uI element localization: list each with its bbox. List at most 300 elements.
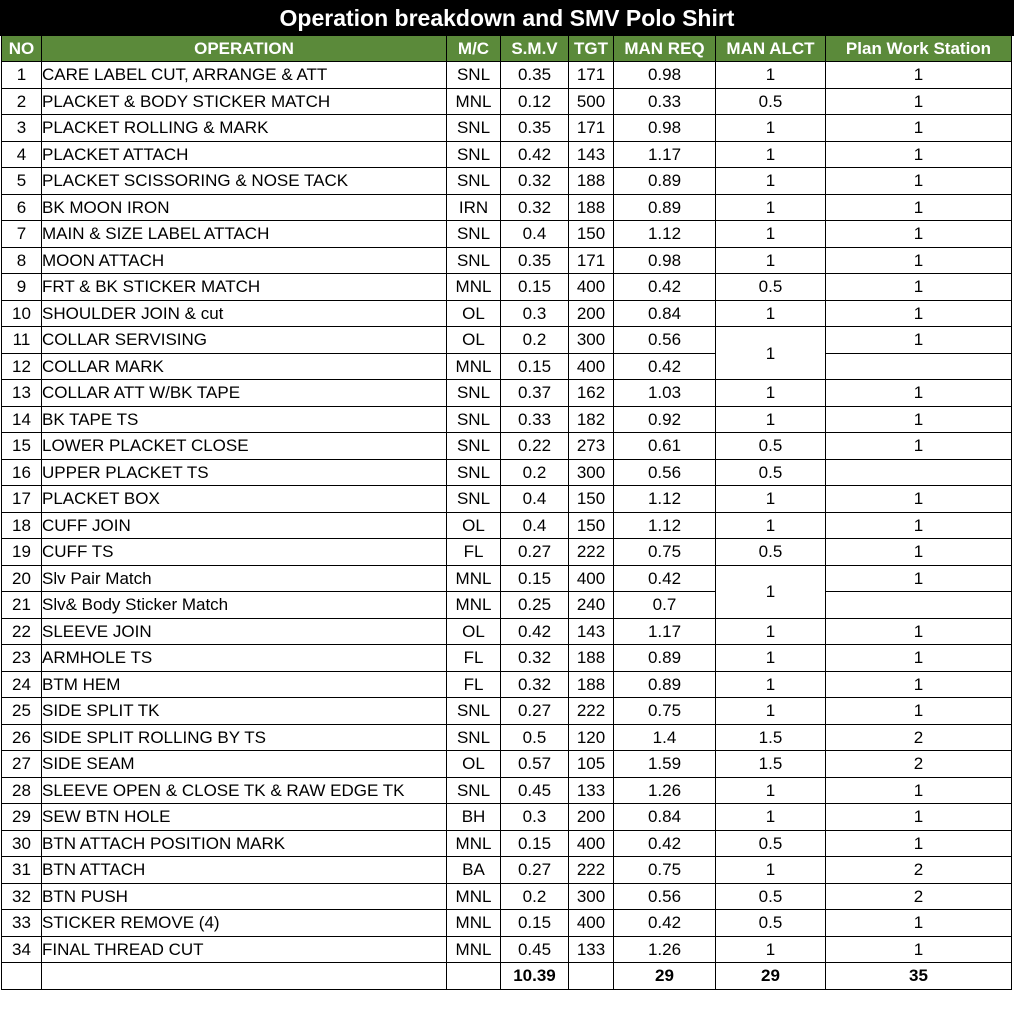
- cell-man-req[interactable]: 0.75: [614, 698, 716, 725]
- cell-tgt[interactable]: 240: [569, 592, 614, 619]
- cell-tgt[interactable]: 300: [569, 327, 614, 354]
- cell-tgt[interactable]: 150: [569, 221, 614, 248]
- cell-tgt[interactable]: 200: [569, 804, 614, 831]
- table-row: [2, 698, 1012, 725]
- cell-tgt[interactable]: 120: [569, 724, 614, 751]
- cell-man-alct[interactable]: 0.5: [716, 88, 826, 115]
- cell-operation[interactable]: PLACKET ATTACH: [42, 141, 447, 168]
- cell-man-alct[interactable]: 0.5: [716, 830, 826, 857]
- cell-tgt[interactable]: 171: [569, 62, 614, 89]
- cell-smv[interactable]: 0.3: [501, 300, 569, 327]
- cell-no[interactable]: 21: [2, 592, 42, 619]
- cell-tgt[interactable]: 133: [569, 777, 614, 804]
- cell-operation[interactable]: BK TAPE TS: [42, 406, 447, 433]
- cell-tgt[interactable]: 400: [569, 274, 614, 301]
- cell-smv[interactable]: 0.15: [501, 910, 569, 937]
- cell-plan-ws[interactable]: 1: [826, 565, 1012, 592]
- cell-smv[interactable]: 0.57: [501, 751, 569, 778]
- cell-mc[interactable]: FL: [447, 645, 501, 672]
- cell-tgt[interactable]: 143: [569, 141, 614, 168]
- totals-no[interactable]: [2, 963, 42, 990]
- total-smv[interactable]: 10.39: [501, 963, 569, 990]
- cell-plan-ws[interactable]: 1: [826, 486, 1012, 513]
- cell-no[interactable]: 33: [2, 910, 42, 937]
- cell-mc[interactable]: SNL: [447, 724, 501, 751]
- cell-tgt[interactable]: 400: [569, 565, 614, 592]
- cell-smv[interactable]: 0.4: [501, 512, 569, 539]
- cell-no[interactable]: 15: [2, 433, 42, 460]
- cell-man-req[interactable]: 0.89: [614, 168, 716, 195]
- operation-table: [1, 35, 1012, 990]
- cell-mc[interactable]: MNL: [447, 274, 501, 301]
- cell-operation[interactable]: SLEEVE JOIN: [42, 618, 447, 645]
- cell-operation[interactable]: PLACKET ROLLING & MARK: [42, 115, 447, 142]
- cell-man-alct[interactable]: 1: [716, 565, 826, 618]
- cell-plan-ws[interactable]: 1: [826, 618, 1012, 645]
- cell-mc[interactable]: SNL: [447, 459, 501, 486]
- cell-plan-ws[interactable]: 1: [826, 62, 1012, 89]
- cell-operation[interactable]: CUFF TS: [42, 539, 447, 566]
- cell-no[interactable]: 29: [2, 804, 42, 831]
- cell-smv[interactable]: 0.3: [501, 804, 569, 831]
- cell-mc[interactable]: SNL: [447, 62, 501, 89]
- cell-man-req[interactable]: 0.98: [614, 62, 716, 89]
- cell-smv[interactable]: 0.2: [501, 327, 569, 354]
- header-man-alct[interactable]: MAN ALCT: [716, 36, 826, 62]
- totals-operation[interactable]: [42, 963, 447, 990]
- cell-tgt[interactable]: 171: [569, 115, 614, 142]
- cell-plan-ws[interactable]: [826, 459, 1012, 486]
- cell-tgt[interactable]: 188: [569, 645, 614, 672]
- cell-no[interactable]: 1: [2, 62, 42, 89]
- cell-plan-ws[interactable]: 2: [826, 883, 1012, 910]
- cell-smv[interactable]: 0.4: [501, 221, 569, 248]
- cell-man-req[interactable]: 0.61: [614, 433, 716, 460]
- cell-smv[interactable]: 0.33: [501, 406, 569, 433]
- cell-operation[interactable]: FRT & BK STICKER MATCH: [42, 274, 447, 301]
- cell-mc[interactable]: SNL: [447, 115, 501, 142]
- cell-man-req[interactable]: 1.17: [614, 141, 716, 168]
- cell-no[interactable]: 18: [2, 512, 42, 539]
- header-man-req[interactable]: MAN REQ: [614, 36, 716, 62]
- cell-man-req[interactable]: 0.75: [614, 539, 716, 566]
- cell-mc[interactable]: MNL: [447, 353, 501, 380]
- cell-man-req[interactable]: 1.12: [614, 512, 716, 539]
- cell-man-alct[interactable]: 1: [716, 168, 826, 195]
- cell-smv[interactable]: 0.27: [501, 539, 569, 566]
- cell-plan-ws[interactable]: 1: [826, 512, 1012, 539]
- cell-plan-ws[interactable]: 1: [826, 804, 1012, 831]
- cell-smv[interactable]: 0.5: [501, 724, 569, 751]
- cell-tgt[interactable]: 188: [569, 194, 614, 221]
- cell-plan-ws[interactable]: [826, 353, 1012, 380]
- cell-operation[interactable]: BTN PUSH: [42, 883, 447, 910]
- cell-no[interactable]: 12: [2, 353, 42, 380]
- cell-man-req[interactable]: 1.4: [614, 724, 716, 751]
- cell-operation[interactable]: ARMHOLE TS: [42, 645, 447, 672]
- cell-smv[interactable]: 0.15: [501, 830, 569, 857]
- header-operation[interactable]: OPERATION: [42, 36, 447, 62]
- cell-no[interactable]: 14: [2, 406, 42, 433]
- cell-man-req[interactable]: 0.7: [614, 592, 716, 619]
- cell-mc[interactable]: OL: [447, 751, 501, 778]
- header-mc[interactable]: M/C: [447, 36, 501, 62]
- cell-plan-ws[interactable]: 1: [826, 910, 1012, 937]
- cell-tgt[interactable]: 150: [569, 512, 614, 539]
- cell-mc[interactable]: MNL: [447, 936, 501, 963]
- cell-operation[interactable]: SHOULDER JOIN & cut: [42, 300, 447, 327]
- cell-no[interactable]: 8: [2, 247, 42, 274]
- table-row: [2, 830, 1012, 857]
- cell-smv[interactable]: 0.27: [501, 698, 569, 725]
- cell-operation[interactable]: CARE LABEL CUT, ARRANGE & ATT: [42, 62, 447, 89]
- cell-no[interactable]: 20: [2, 565, 42, 592]
- cell-mc[interactable]: SNL: [447, 777, 501, 804]
- cell-no[interactable]: 19: [2, 539, 42, 566]
- cell-mc[interactable]: MNL: [447, 883, 501, 910]
- cell-operation[interactable]: BK MOON IRON: [42, 194, 447, 221]
- header-no[interactable]: NO: [2, 36, 42, 62]
- cell-man-req[interactable]: 0.84: [614, 804, 716, 831]
- cell-plan-ws[interactable]: 1: [826, 221, 1012, 248]
- cell-plan-ws[interactable]: 1: [826, 327, 1012, 354]
- total-plan-ws[interactable]: 35: [826, 963, 1012, 990]
- cell-no[interactable]: 4: [2, 141, 42, 168]
- cell-operation[interactable]: COLLAR MARK: [42, 353, 447, 380]
- table-row: [2, 671, 1012, 698]
- cell-mc[interactable]: SNL: [447, 698, 501, 725]
- cell-man-alct[interactable]: 0.5: [716, 910, 826, 937]
- cell-smv[interactable]: 0.42: [501, 141, 569, 168]
- cell-man-req[interactable]: 0.42: [614, 830, 716, 857]
- cell-man-alct[interactable]: 1: [716, 115, 826, 142]
- cell-operation[interactable]: SIDE SPLIT ROLLING BY TS: [42, 724, 447, 751]
- cell-man-alct[interactable]: 1: [716, 512, 826, 539]
- cell-no[interactable]: 6: [2, 194, 42, 221]
- cell-operation[interactable]: LOWER PLACKET CLOSE: [42, 433, 447, 460]
- cell-man-req[interactable]: 0.89: [614, 194, 716, 221]
- cell-mc[interactable]: BH: [447, 804, 501, 831]
- cell-no[interactable]: 25: [2, 698, 42, 725]
- cell-smv[interactable]: 0.15: [501, 353, 569, 380]
- cell-man-req[interactable]: 0.56: [614, 327, 716, 354]
- cell-smv[interactable]: 0.37: [501, 380, 569, 407]
- cell-mc[interactable]: OL: [447, 512, 501, 539]
- cell-smv[interactable]: 0.22: [501, 433, 569, 460]
- cell-no[interactable]: 13: [2, 380, 42, 407]
- cell-plan-ws[interactable]: 2: [826, 857, 1012, 884]
- cell-man-req[interactable]: 1.12: [614, 486, 716, 513]
- totals-mc[interactable]: [447, 963, 501, 990]
- table-row: [2, 221, 1012, 248]
- table-body: [2, 62, 1012, 990]
- cell-mc[interactable]: SNL: [447, 141, 501, 168]
- cell-man-alct[interactable]: 1: [716, 698, 826, 725]
- cell-smv[interactable]: 0.35: [501, 62, 569, 89]
- cell-man-alct[interactable]: 1: [716, 194, 826, 221]
- cell-smv[interactable]: 0.45: [501, 936, 569, 963]
- cell-man-alct[interactable]: 1: [716, 486, 826, 513]
- total-man-req[interactable]: 29: [614, 963, 716, 990]
- cell-smv[interactable]: 0.45: [501, 777, 569, 804]
- cell-tgt[interactable]: 273: [569, 433, 614, 460]
- cell-mc[interactable]: MNL: [447, 565, 501, 592]
- table-row: [2, 883, 1012, 910]
- cell-tgt[interactable]: 400: [569, 830, 614, 857]
- table-row: [2, 88, 1012, 115]
- cell-man-req[interactable]: 0.92: [614, 406, 716, 433]
- header-smv[interactable]: S.M.V: [501, 36, 569, 62]
- cell-man-req[interactable]: 1.59: [614, 751, 716, 778]
- cell-man-alct[interactable]: 1: [716, 247, 826, 274]
- cell-plan-ws[interactable]: 1: [826, 936, 1012, 963]
- cell-mc[interactable]: FL: [447, 539, 501, 566]
- cell-no[interactable]: 3: [2, 115, 42, 142]
- cell-man-alct[interactable]: 1.5: [716, 751, 826, 778]
- cell-mc[interactable]: OL: [447, 300, 501, 327]
- cell-operation[interactable]: MAIN & SIZE LABEL ATTACH: [42, 221, 447, 248]
- cell-no[interactable]: 34: [2, 936, 42, 963]
- cell-tgt[interactable]: 300: [569, 459, 614, 486]
- cell-plan-ws[interactable]: 1: [826, 247, 1012, 274]
- cell-plan-ws[interactable]: 1: [826, 141, 1012, 168]
- cell-operation[interactable]: UPPER PLACKET TS: [42, 459, 447, 486]
- cell-tgt[interactable]: 400: [569, 353, 614, 380]
- cell-tgt[interactable]: 150: [569, 486, 614, 513]
- cell-operation[interactable]: SLEEVE OPEN & CLOSE TK & RAW EDGE TK: [42, 777, 447, 804]
- cell-no[interactable]: 30: [2, 830, 42, 857]
- cell-man-req[interactable]: 0.42: [614, 353, 716, 380]
- cell-plan-ws[interactable]: 1: [826, 380, 1012, 407]
- cell-tgt[interactable]: 188: [569, 671, 614, 698]
- cell-operation[interactable]: SIDE SEAM: [42, 751, 447, 778]
- cell-no[interactable]: 23: [2, 645, 42, 672]
- cell-plan-ws[interactable]: 1: [826, 671, 1012, 698]
- header-tgt[interactable]: TGT: [569, 36, 614, 62]
- cell-operation[interactable]: CUFF JOIN: [42, 512, 447, 539]
- cell-no[interactable]: 28: [2, 777, 42, 804]
- cell-tgt[interactable]: 171: [569, 247, 614, 274]
- cell-plan-ws[interactable]: 1: [826, 539, 1012, 566]
- cell-smv[interactable]: 0.2: [501, 459, 569, 486]
- cell-man-req[interactable]: 1.03: [614, 380, 716, 407]
- cell-man-req[interactable]: 0.84: [614, 300, 716, 327]
- cell-no[interactable]: 7: [2, 221, 42, 248]
- cell-tgt[interactable]: 222: [569, 857, 614, 884]
- cell-no[interactable]: 10: [2, 300, 42, 327]
- cell-smv[interactable]: 0.12: [501, 88, 569, 115]
- cell-man-req[interactable]: 1.17: [614, 618, 716, 645]
- cell-plan-ws[interactable]: 1: [826, 777, 1012, 804]
- cell-plan-ws[interactable]: 1: [826, 300, 1012, 327]
- cell-man-alct[interactable]: 1: [716, 327, 826, 380]
- header-plan-ws[interactable]: Plan Work Station: [826, 36, 1012, 62]
- cell-man-alct[interactable]: 1: [716, 936, 826, 963]
- cell-mc[interactable]: MNL: [447, 910, 501, 937]
- cell-operation[interactable]: Slv Pair Match: [42, 565, 447, 592]
- totals-row: [2, 963, 1012, 990]
- cell-no[interactable]: 17: [2, 486, 42, 513]
- cell-mc[interactable]: SNL: [447, 247, 501, 274]
- cell-man-alct[interactable]: 1: [716, 300, 826, 327]
- cell-mc[interactable]: IRN: [447, 194, 501, 221]
- cell-plan-ws[interactable]: 1: [826, 830, 1012, 857]
- cell-operation[interactable]: BTN ATTACH POSITION MARK: [42, 830, 447, 857]
- cell-man-alct[interactable]: 1: [716, 380, 826, 407]
- table-row: [2, 857, 1012, 884]
- cell-no[interactable]: 24: [2, 671, 42, 698]
- cell-man-req[interactable]: 0.89: [614, 645, 716, 672]
- cell-plan-ws[interactable]: 1: [826, 645, 1012, 672]
- cell-no[interactable]: 16: [2, 459, 42, 486]
- cell-plan-ws[interactable]: 2: [826, 724, 1012, 751]
- cell-operation[interactable]: COLLAR ATT W/BK TAPE: [42, 380, 447, 407]
- cell-man-alct[interactable]: 1: [716, 62, 826, 89]
- cell-no[interactable]: 31: [2, 857, 42, 884]
- cell-smv[interactable]: 0.35: [501, 115, 569, 142]
- cell-tgt[interactable]: 162: [569, 380, 614, 407]
- cell-no[interactable]: 27: [2, 751, 42, 778]
- cell-plan-ws[interactable]: 1: [826, 115, 1012, 142]
- cell-smv[interactable]: 0.15: [501, 274, 569, 301]
- cell-plan-ws[interactable]: 1: [826, 433, 1012, 460]
- cell-mc[interactable]: SNL: [447, 221, 501, 248]
- cell-man-req[interactable]: 0.33: [614, 88, 716, 115]
- table-row: [2, 380, 1012, 407]
- cell-mc[interactable]: SNL: [447, 406, 501, 433]
- cell-tgt[interactable]: 300: [569, 883, 614, 910]
- cell-operation[interactable]: BTM HEM: [42, 671, 447, 698]
- cell-mc[interactable]: SNL: [447, 433, 501, 460]
- cell-man-alct[interactable]: 1: [716, 645, 826, 672]
- cell-operation[interactable]: SIDE SPLIT TK: [42, 698, 447, 725]
- cell-mc[interactable]: OL: [447, 618, 501, 645]
- cell-smv[interactable]: 0.35: [501, 247, 569, 274]
- total-man-alct[interactable]: 29: [716, 963, 826, 990]
- cell-tgt[interactable]: 200: [569, 300, 614, 327]
- cell-mc[interactable]: BA: [447, 857, 501, 884]
- cell-tgt[interactable]: 222: [569, 539, 614, 566]
- cell-operation[interactable]: FINAL THREAD CUT: [42, 936, 447, 963]
- cell-operation[interactable]: PLACKET BOX: [42, 486, 447, 513]
- cell-man-alct[interactable]: 1: [716, 406, 826, 433]
- cell-tgt[interactable]: 133: [569, 936, 614, 963]
- cell-operation[interactable]: PLACKET SCISSORING & NOSE TACK: [42, 168, 447, 195]
- cell-operation[interactable]: SEW BTN HOLE: [42, 804, 447, 831]
- cell-operation[interactable]: Slv& Body Sticker Match: [42, 592, 447, 619]
- cell-smv[interactable]: 0.2: [501, 883, 569, 910]
- cell-tgt[interactable]: 143: [569, 618, 614, 645]
- cell-man-alct[interactable]: 1.5: [716, 724, 826, 751]
- cell-man-alct[interactable]: 0.5: [716, 883, 826, 910]
- cell-man-alct[interactable]: 1: [716, 804, 826, 831]
- cell-man-alct[interactable]: 1: [716, 618, 826, 645]
- cell-man-req[interactable]: 0.42: [614, 910, 716, 937]
- cell-operation[interactable]: BTN ATTACH: [42, 857, 447, 884]
- cell-mc[interactable]: OL: [447, 327, 501, 354]
- cell-tgt[interactable]: 500: [569, 88, 614, 115]
- cell-smv[interactable]: 0.4: [501, 486, 569, 513]
- cell-man-req[interactable]: 1.26: [614, 777, 716, 804]
- cell-man-req[interactable]: 0.98: [614, 115, 716, 142]
- cell-no[interactable]: 22: [2, 618, 42, 645]
- cell-no[interactable]: 9: [2, 274, 42, 301]
- cell-smv[interactable]: 0.32: [501, 645, 569, 672]
- cell-man-alct[interactable]: 0.5: [716, 459, 826, 486]
- cell-operation[interactable]: STICKER REMOVE (4): [42, 910, 447, 937]
- cell-mc[interactable]: SNL: [447, 380, 501, 407]
- cell-man-alct[interactable]: 0.5: [716, 539, 826, 566]
- cell-smv[interactable]: 0.15: [501, 565, 569, 592]
- cell-tgt[interactable]: 188: [569, 168, 614, 195]
- cell-man-req[interactable]: 0.75: [614, 857, 716, 884]
- cell-plan-ws[interactable]: [826, 592, 1012, 619]
- cell-man-alct[interactable]: 1: [716, 141, 826, 168]
- cell-man-req[interactable]: 0.42: [614, 274, 716, 301]
- cell-smv[interactable]: 0.32: [501, 194, 569, 221]
- cell-smv[interactable]: 0.27: [501, 857, 569, 884]
- cell-plan-ws[interactable]: 1: [826, 406, 1012, 433]
- cell-mc[interactable]: MNL: [447, 830, 501, 857]
- cell-plan-ws[interactable]: 1: [826, 274, 1012, 301]
- cell-plan-ws[interactable]: 2: [826, 751, 1012, 778]
- cell-operation[interactable]: PLACKET & BODY STICKER MATCH: [42, 88, 447, 115]
- table-row: [2, 247, 1012, 274]
- cell-smv[interactable]: 0.32: [501, 671, 569, 698]
- cell-no[interactable]: 32: [2, 883, 42, 910]
- cell-man-req[interactable]: 0.56: [614, 883, 716, 910]
- cell-smv[interactable]: 0.25: [501, 592, 569, 619]
- cell-man-req[interactable]: 0.98: [614, 247, 716, 274]
- cell-mc[interactable]: FL: [447, 671, 501, 698]
- cell-tgt[interactable]: 182: [569, 406, 614, 433]
- cell-man-req[interactable]: 1.26: [614, 936, 716, 963]
- cell-mc[interactable]: SNL: [447, 486, 501, 513]
- cell-mc[interactable]: SNL: [447, 168, 501, 195]
- cell-man-alct[interactable]: 1: [716, 857, 826, 884]
- cell-plan-ws[interactable]: 1: [826, 194, 1012, 221]
- cell-man-req[interactable]: 0.56: [614, 459, 716, 486]
- cell-man-req[interactable]: 1.12: [614, 221, 716, 248]
- cell-man-req[interactable]: 0.42: [614, 565, 716, 592]
- cell-man-req[interactable]: 0.89: [614, 671, 716, 698]
- cell-operation[interactable]: COLLAR SERVISING: [42, 327, 447, 354]
- cell-tgt[interactable]: 222: [569, 698, 614, 725]
- cell-man-alct[interactable]: 0.5: [716, 274, 826, 301]
- cell-man-alct[interactable]: 0.5: [716, 433, 826, 460]
- table-row: [2, 724, 1012, 751]
- cell-mc[interactable]: MNL: [447, 592, 501, 619]
- cell-smv[interactable]: 0.42: [501, 618, 569, 645]
- cell-man-alct[interactable]: 1: [716, 777, 826, 804]
- cell-man-alct[interactable]: 1: [716, 221, 826, 248]
- cell-plan-ws[interactable]: 1: [826, 88, 1012, 115]
- totals-tgt[interactable]: [569, 963, 614, 990]
- cell-no[interactable]: 11: [2, 327, 42, 354]
- cell-plan-ws[interactable]: 1: [826, 698, 1012, 725]
- cell-plan-ws[interactable]: 1: [826, 168, 1012, 195]
- cell-mc[interactable]: MNL: [447, 88, 501, 115]
- table-row: [2, 274, 1012, 301]
- cell-no[interactable]: 26: [2, 724, 42, 751]
- cell-no[interactable]: 2: [2, 88, 42, 115]
- cell-tgt[interactable]: 105: [569, 751, 614, 778]
- cell-man-alct[interactable]: 1: [716, 671, 826, 698]
- cell-operation[interactable]: MOON ATTACH: [42, 247, 447, 274]
- cell-tgt[interactable]: 400: [569, 910, 614, 937]
- cell-smv[interactable]: 0.32: [501, 168, 569, 195]
- cell-no[interactable]: 5: [2, 168, 42, 195]
